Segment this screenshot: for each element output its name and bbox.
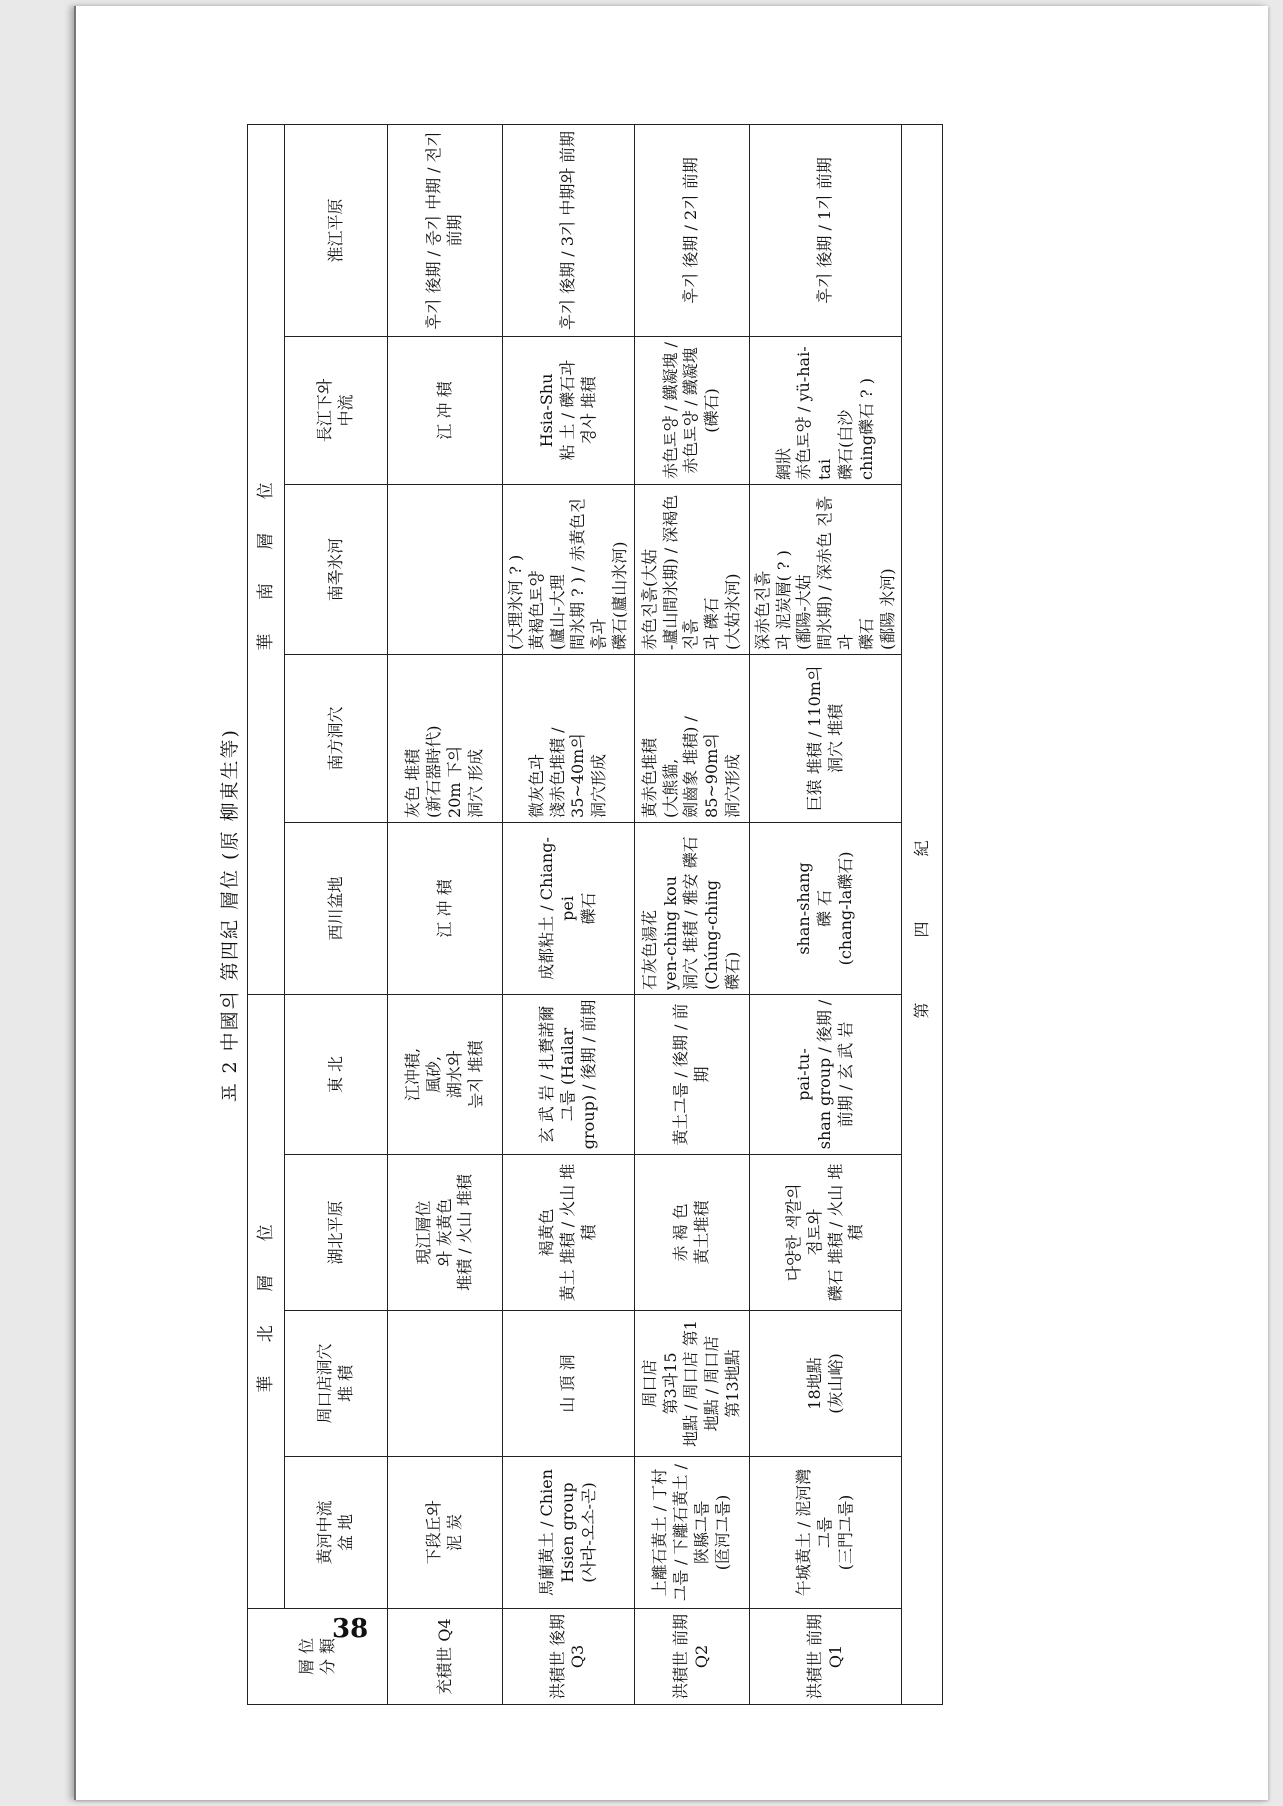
table-cell: 灰色 堆積 (新石器時代) 20m 下의 洞穴 形成 (388, 654, 503, 822)
table-cell: 赤 褐 色 黃土堆積 (634, 1155, 749, 1311)
table-cell: 江 冲 積 (388, 336, 503, 484)
table-cell: 網狀 赤色토양 / yü-hai-tai 礫石(白沙 ching礫石 ? ) (749, 336, 902, 484)
table-cell: 玄 武 岩 / 扎賚諾爾 그룹 (Hailar group) / 後期 / 前期 (503, 994, 635, 1154)
table-cell (388, 484, 503, 654)
column-header: 周口店洞穴 堆 積 (285, 1311, 388, 1457)
table-cell: 후기 後期 / 3기 中期와 前期 (503, 124, 635, 336)
table-cell: 黃土그룹 / 後期 / 前期 (634, 994, 749, 1154)
table-cell: (大理氷河 ? ) 黃褐色토양 (廬山-大理 間氷期 ? ) / 赤黃色진흙과 礫石(廬山氷河) (503, 484, 635, 654)
table-row (388, 124, 503, 1704)
page-number: 38 (332, 1614, 369, 1644)
table-cell: 現江層位 와 灰黃色 堆積 / 火山 堆積 (388, 1155, 503, 1311)
column-header: 黃河中流 盆 地 (285, 1457, 388, 1609)
table-cell: 石灰色湯花 yen-ching kou 洞穴 堆積 / 雅安 礫石 (Chúng-ching 礫石) (634, 822, 749, 994)
south-group-header: 華 南 層 位 (248, 124, 285, 994)
table-cell: 江冲積, 風砂, 湖水와 늪지 堆積 (388, 994, 503, 1154)
table-cell: 후기 後期 / 1기 前期 (749, 124, 902, 336)
north-group-header: 華 北 層 位 (248, 994, 285, 1608)
table-cell: Hsia-Shu 粘 土 / 礫石과 경사 堆積 (503, 336, 635, 484)
table-cell (388, 1311, 503, 1457)
column-header: 西川盆地 (285, 822, 388, 994)
table-cell: 巨猿 堆積 / 110m의 洞穴 堆積 (749, 654, 902, 822)
period-cell: 洪積世 前期 Q2 (634, 1609, 749, 1705)
table-row (503, 124, 635, 1704)
column-header: 南方洞穴 (285, 654, 388, 822)
table-cell: 후기 後期 / 중기 中期 / 전기 前期 (388, 124, 503, 336)
table-cell: 上離石黃土 / 丁村그룹 / 下離石黃土 / 陝縣그룹 (匼河그룹) (634, 1457, 749, 1609)
table-cell: shan-shang 礫 石 (chang-la礫石) (749, 822, 902, 994)
column-header: 東 北 (285, 994, 388, 1154)
side-label: 第 四 紀 (902, 124, 943, 1704)
table-cell: 후기 後期 / 2기 前期 (634, 124, 749, 336)
table-cell: 午城黃土 / 泥河灣그룹 (三門그룹) (749, 1457, 902, 1609)
table-title: 표 2 中國의 第四紀 層位 (原 柳東生等) (219, 728, 241, 1102)
stratigraphy-table (247, 124, 943, 1705)
column-header: 南쪽氷河 (285, 484, 388, 654)
table-cell: 18地點 (灰山峪) (749, 1311, 902, 1457)
rotated-table-block (215, 125, 1135, 1705)
table-cell: 赤色진흙(大姑 -廬山間氷期) / 深褐色진흙 과 礫石 (大姑氷河) (634, 484, 749, 654)
period-cell: 洪積世 後期 Q3 (503, 1609, 635, 1705)
table-cell: 黃赤色堆積 (大熊貓, 劍齒象 堆積) / 85~90m의 洞穴形成 (634, 654, 749, 822)
table-cell: 下段丘와 泥 炭 (388, 1457, 503, 1609)
table-row (749, 124, 902, 1704)
table-cell: 馬蘭黃土 / Chien Hsien group (사라-오소-곤) (503, 1457, 635, 1609)
table-cell: pai-tu- shan group / 後期 / 前期 / 玄 武 岩 (749, 994, 902, 1154)
period-cell: 充積世 Q4 (388, 1609, 503, 1705)
column-header: 湖北平原 (285, 1155, 388, 1311)
table-row (634, 124, 749, 1704)
table-cell: 赤色토양 / 鐵凝塊 / 赤色토양 / 鐵凝塊 (礫石) (634, 336, 749, 484)
table-cell: 微灰色과 淺赤色堆積 / 35~40m의 洞穴形成 (503, 654, 635, 822)
table-cell: 成都粘土 / Chiang-pei 礫石 (503, 822, 635, 994)
column-header: 淮江平原 (285, 124, 388, 336)
table-cell: 深赤色진흙 과 泥炭層( ? ) (鄱陽-大姑 間氷期) / 深赤色 진흙과 礫石 (鄱陽 氷河) (749, 484, 902, 654)
table-cell: 江 冲 積 (388, 822, 503, 994)
column-header: 長江下와 中流 (285, 336, 388, 484)
table-cell: 山 頂 洞 (503, 1311, 635, 1457)
table-cell: 褐黃色 黃土 堆積 / 火山 堆積 (503, 1155, 635, 1311)
table-cell: 다양한 색깔의 점토와 礫石 堆積 / 火山 堆積 (749, 1155, 902, 1311)
table-cell: 周口店 第3과15 地點 / 周口店 第1地點 / 周口店 第13地點 (634, 1311, 749, 1457)
corner-header: 層 位 分 類 (248, 1609, 388, 1705)
period-cell: 洪積世 前期 Q1 (749, 1609, 902, 1705)
